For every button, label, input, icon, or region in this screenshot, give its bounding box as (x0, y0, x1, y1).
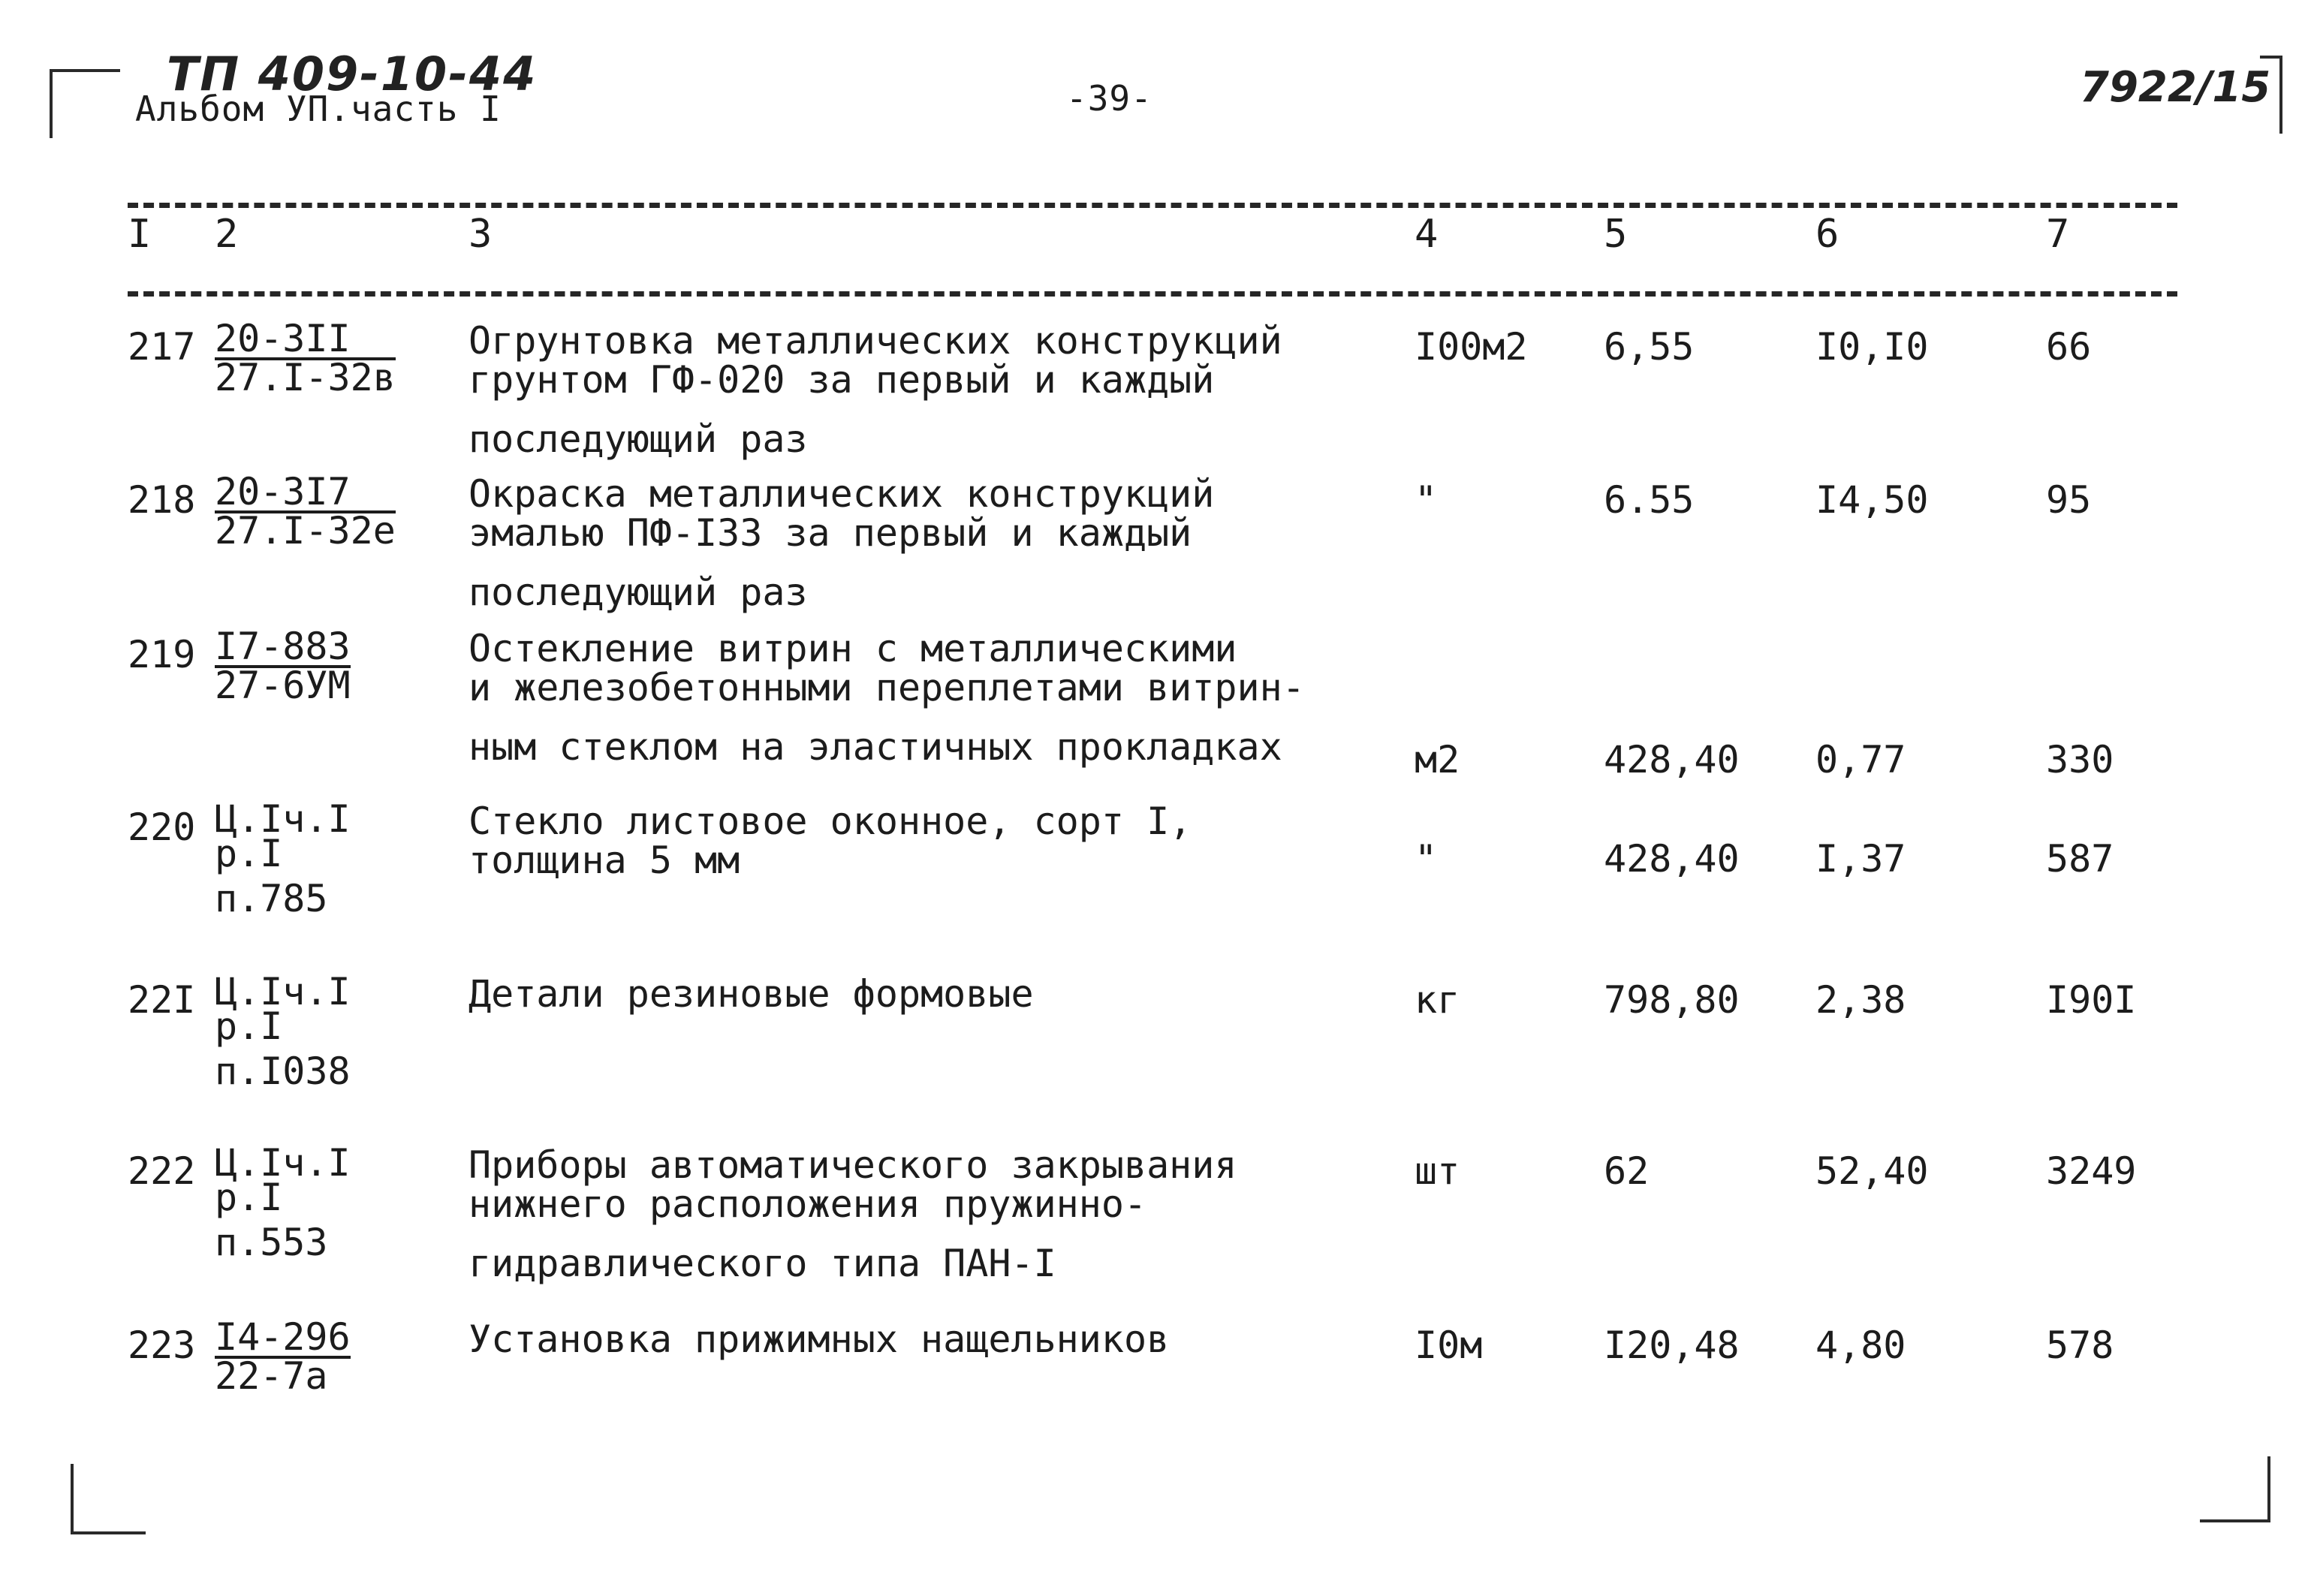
row-number: 218 (128, 478, 196, 522)
price-reference-line: 27-6УМ (215, 664, 351, 707)
price-reference-line: Ц.Iч.I (215, 1141, 351, 1185)
row-number: 219 (128, 633, 196, 676)
work-description (469, 474, 1214, 619)
total-cost: 66 (2046, 325, 2092, 369)
unit: " (1415, 837, 1438, 881)
unit: шт (1415, 1149, 1460, 1193)
unit-price: 4,80 (1815, 1323, 1906, 1367)
work-description (469, 1317, 1170, 1361)
price-reference-line: I7-883 (215, 625, 351, 668)
unit: кг (1415, 978, 1460, 1022)
price-reference-line: 27.I-32в (215, 356, 396, 399)
unit-price: 52,40 (1815, 1149, 1929, 1193)
quantity: 6.55 (1604, 478, 1695, 522)
work-description-line: гидравлического типа ПАН-I (469, 1242, 1056, 1285)
price-reference-line: 20-3I7 (215, 474, 396, 513)
unit-price: 0,77 (1815, 738, 1906, 781)
work-description-line: толщина 5 мм (469, 839, 740, 882)
work-description (469, 1143, 1237, 1290)
quantity: 428,40 (1604, 837, 1740, 881)
total-cost: 3249 (2046, 1149, 2137, 1193)
crop-mark-bottom-left (71, 1464, 146, 1534)
work-description-line: Огрунтовка металлических конструкций (469, 319, 1282, 363)
row-number: 223 (128, 1323, 196, 1367)
price-reference-line: р.I (215, 1176, 283, 1219)
work-description-line: Стекло листовое оконное, сорт I, (469, 800, 1192, 843)
col-header-qty: 5 (1604, 212, 1628, 257)
row-number: 217 (128, 325, 196, 369)
col-header-unit: 4 (1415, 212, 1439, 257)
total-cost: 587 (2046, 837, 2114, 881)
unit-price: I,37 (1815, 837, 1906, 881)
unit: " (1415, 478, 1438, 522)
quantity: 798,80 (1604, 978, 1740, 1022)
header-rule-bottom (128, 291, 2177, 297)
work-description-line: нижнего расположения пружинно- (469, 1182, 1147, 1226)
price-reference (215, 470, 396, 553)
price-reference (215, 970, 351, 1093)
price-reference-line: 20-3II (215, 321, 396, 360)
quantity: I20,48 (1604, 1323, 1740, 1367)
price-reference-line: Ц.Iч.I (215, 970, 351, 1013)
price-reference (215, 1141, 351, 1264)
price-reference (215, 1315, 351, 1398)
quantity: 6,55 (1604, 325, 1695, 369)
work-description (469, 321, 1282, 465)
work-description-line: эмалью ПФ-I33 за первый и каждый (469, 511, 1192, 555)
unit-price: I0,I0 (1815, 325, 1929, 369)
work-description-line: последующий раз (469, 417, 808, 461)
work-description-line: Детали резиновые формовые (469, 972, 1034, 1016)
row-number: 222 (128, 1149, 196, 1193)
work-description-line: Приборы автоматического закрывания (469, 1143, 1237, 1187)
unit-price: I4,50 (1815, 478, 1929, 522)
crop-mark-top-left (50, 69, 120, 138)
col-header-price: 6 (1815, 212, 1839, 257)
unit: I0м (1415, 1323, 1483, 1367)
work-description-line: Остекление витрин с металлическими (469, 627, 1237, 670)
unit: I00м2 (1415, 325, 1528, 369)
price-reference-line: п.785 (215, 877, 328, 920)
work-description-line: Окраска металлических конструкций (469, 472, 1215, 516)
price-reference-line: 27.I-32е (215, 509, 396, 553)
price-reference-line: 22-7а (215, 1354, 328, 1398)
work-description (469, 802, 1192, 880)
quantity: 62 (1604, 1149, 1650, 1193)
sheet-number-handwritten: 7922/15 (2080, 63, 2271, 112)
col-header-desc: 3 (469, 212, 493, 257)
row-number: 22I (128, 978, 196, 1022)
header-rule-top (128, 203, 2177, 208)
price-reference-line: п.553 (215, 1221, 328, 1264)
work-description-line: ным стеклом на эластичных прокладках (469, 725, 1282, 769)
price-reference-line: п.I038 (215, 1049, 351, 1093)
price-reference (215, 317, 396, 399)
work-description-line: грунтом ГФ-020 за первый и каждый (469, 358, 1215, 402)
row-number: 220 (128, 806, 196, 849)
album-label: Альбом УП.часть I (135, 89, 502, 129)
price-reference (215, 625, 351, 707)
quantity: 428,40 (1604, 738, 1740, 781)
unit-price: 2,38 (1815, 978, 1906, 1022)
total-cost: 95 (2046, 478, 2092, 522)
page-number: -39- (1066, 78, 1152, 119)
price-reference-line: р.I (215, 832, 283, 875)
work-description-line: и железобетонными переплетами витрин- (469, 666, 1305, 709)
total-cost: 330 (2046, 738, 2114, 781)
price-reference-line: р.I (215, 1004, 283, 1048)
price-reference-line: Ц.Iч.I (215, 797, 351, 841)
crop-mark-bottom-right (2200, 1456, 2270, 1522)
work-description-line: последующий раз (469, 571, 808, 614)
work-description-line: Установка прижимных нащельников (469, 1317, 1170, 1361)
col-header-num: I (128, 212, 152, 257)
work-description (469, 972, 1034, 1016)
price-reference (215, 797, 351, 920)
unit: м2 (1415, 738, 1460, 781)
total-cost: I90I (2046, 978, 2137, 1022)
col-header-total: 7 (2046, 212, 2070, 257)
doc-code-handwritten: ТП 409-10-44 (167, 47, 538, 101)
price-reference-line: I4-296 (215, 1315, 351, 1359)
col-header-ref: 2 (215, 212, 239, 257)
work-description (469, 629, 1305, 773)
total-cost: 578 (2046, 1323, 2114, 1367)
